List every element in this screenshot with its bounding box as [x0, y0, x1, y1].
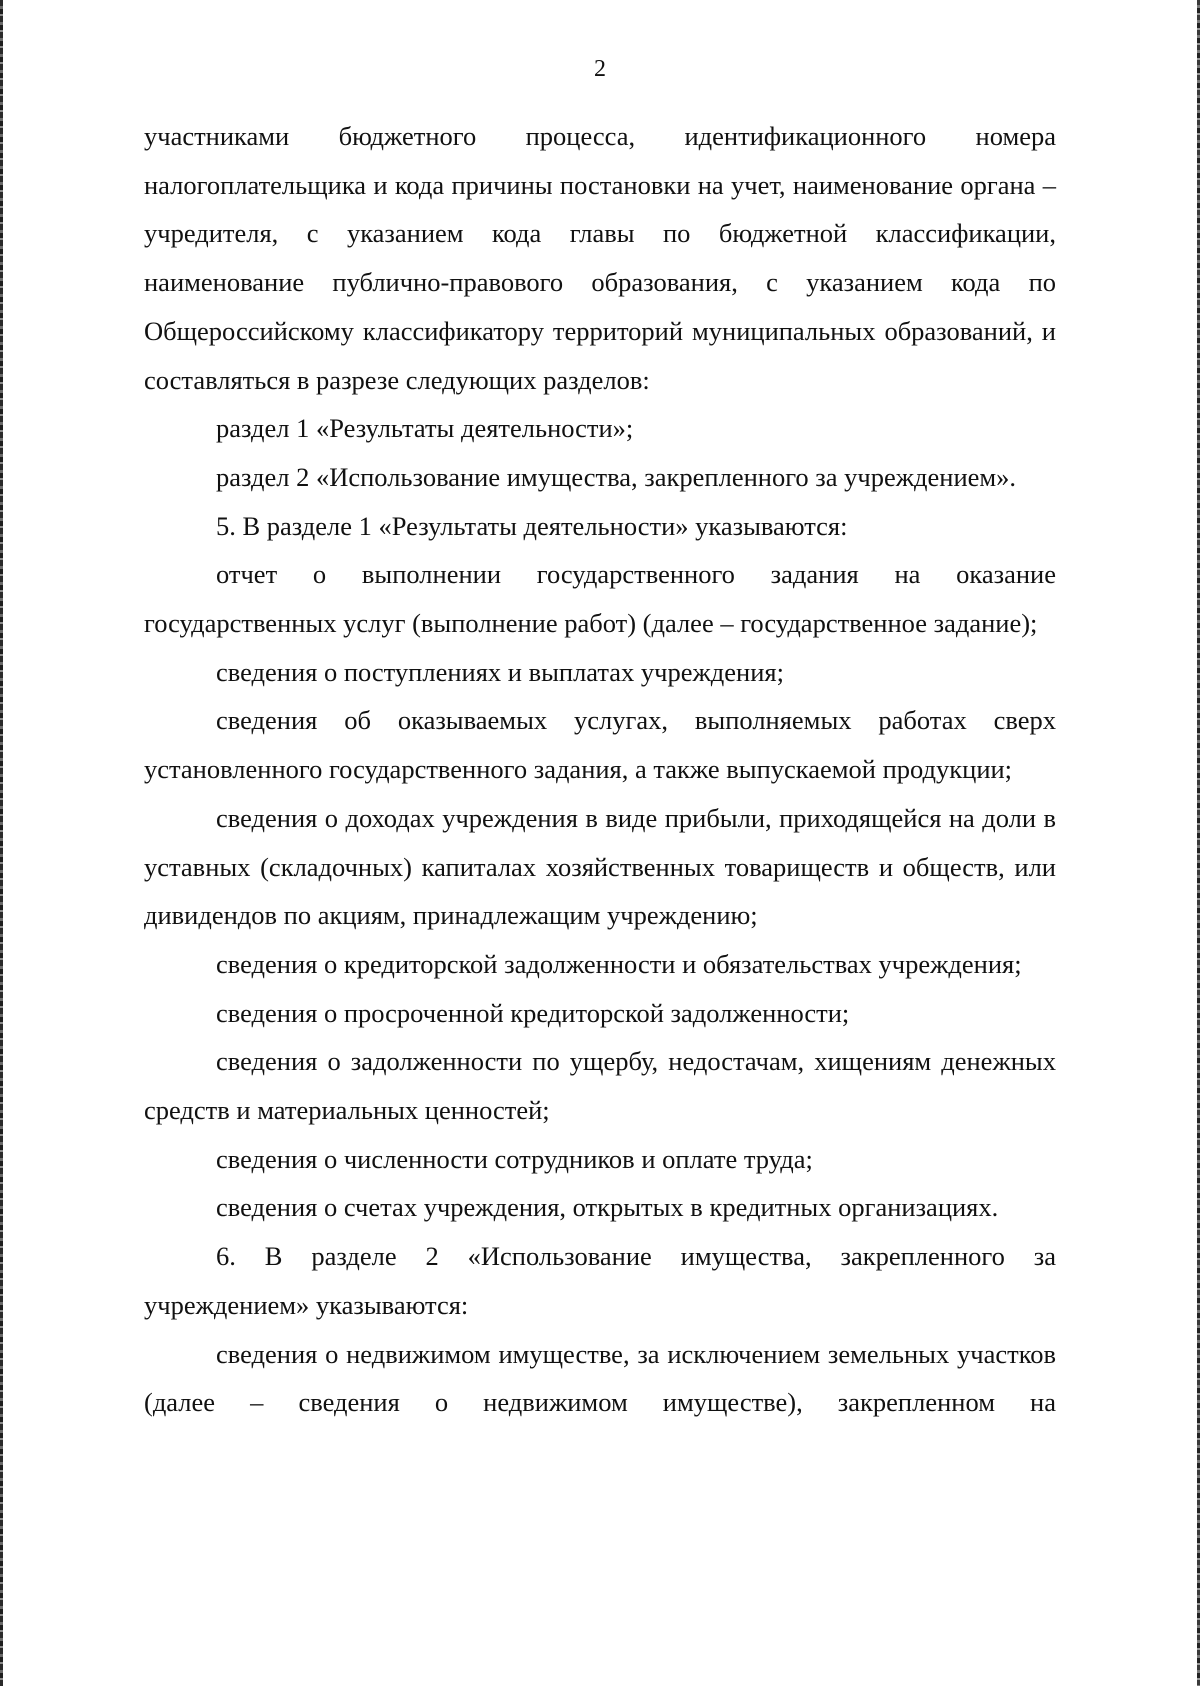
page-number: 2: [594, 56, 606, 82]
paragraph-payables: сведения о кредиторской задолженности и обязательствах учреждения;: [216, 948, 1022, 979]
paragraph-item-6: 6. В разделе 2 «Использование имущества, закрепленного за учреждением» указываются:: [144, 1241, 1056, 1320]
scan-border-left: [0, 0, 3, 1686]
paragraph-section-1: раздел 1 «Результаты деятельности»;: [216, 413, 634, 444]
paragraph-staff-pay: сведения о численности сотрудников и оплате труда;: [216, 1143, 813, 1174]
paragraph-real-estate: сведения о недвижимом имуществе, за исключением земельных участков (далее – сведения о недвижимом имуществе), закрепленном на: [144, 1338, 1056, 1418]
paragraph-income-dividends: сведения о доходах учреждения в виде прибыли, приходящейся на доли в уставных (складочных) капиталах хозяйственных товариществ и обществ, или дивидендов по акциям, принадлежащим учреждению;: [144, 802, 1056, 931]
paragraph-damage-debt: сведения о задолженности по ущербу, недостачам, хищениям денежных средств и материальных ценностей;: [144, 1046, 1056, 1126]
document-body: [144, 112, 1056, 1427]
paragraph-continuation: участниками бюджетного процесса, идентификационного номера налогоплательщика и кода причины постановки на учет, наименование органа – учредителя, с указанием кода главы по бюджетной классификации, наименование публично-правового образования, с указанием кода по Общероссийскому классификатору территорий муниципальных образований, и составляться в разрезе следующих разделов:: [144, 121, 1056, 395]
paragraph-state-task-report: отчет о выполнении государственного задания на оказание государственных услуг (выполнение работ) (далее – государственное задание);: [144, 559, 1056, 639]
paragraph-overdue-payables: сведения о просроченной кредиторской задолженности;: [216, 997, 850, 1028]
paragraph-receipts-payments: сведения о поступлениях и выплатах учреждения;: [216, 656, 784, 687]
paragraph-services-above-task: сведения об оказываемых услугах, выполняемых работах сверх установленного государственного задания, а также выпускаемой продукции;: [144, 705, 1056, 785]
paragraph-bank-accounts: сведения о счетах учреждения, открытых в кредитных организациях.: [216, 1192, 999, 1223]
paragraph-section-2: раздел 2 «Использование имущества, закрепленного за учреждением».: [216, 461, 1017, 492]
paragraph-item-5: 5. В разделе 1 «Результаты деятельности» указываются:: [216, 510, 848, 541]
